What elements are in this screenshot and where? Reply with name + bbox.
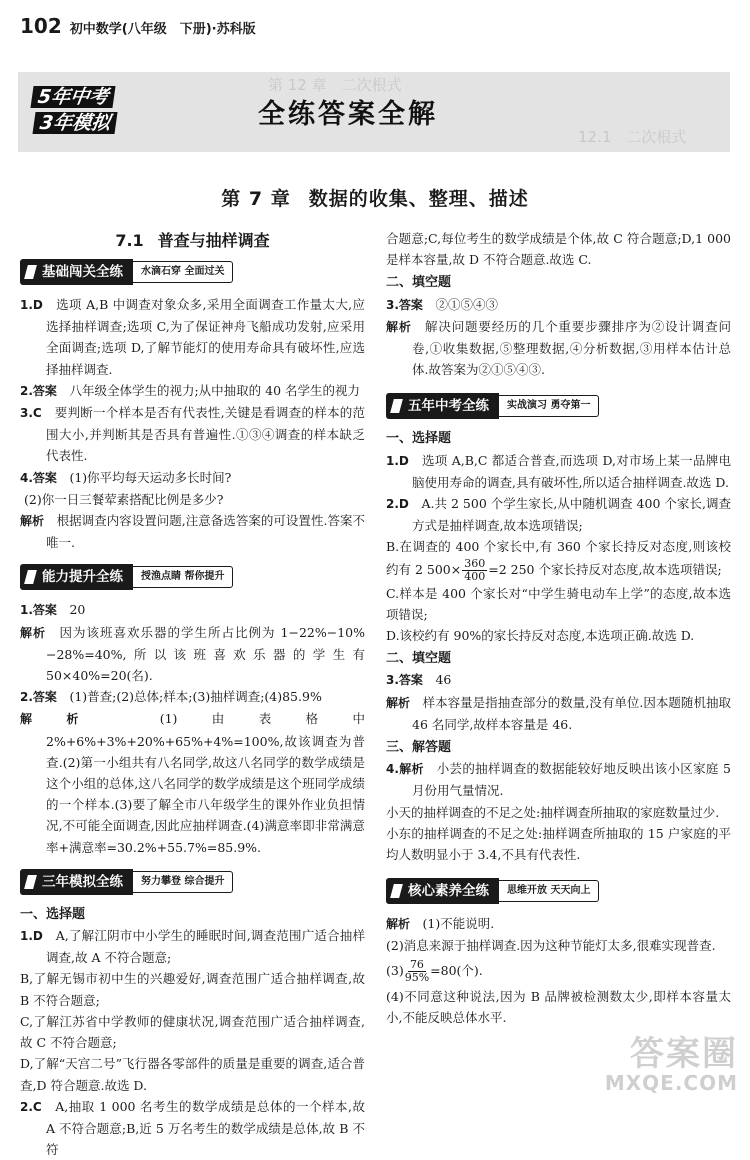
item-text: 选项 A,B 中调查对象众多,采用全面调查工作量太大,应选择抽样调查;选项 C,为了保证神舟飞船成功发射,应采用全面调查;选项 D,了解节能灯的使用寿命具有破坏性,应选择抽样调查. — [46, 297, 365, 377]
watermark-line2: MXQE.COM — [604, 1071, 738, 1095]
fraction — [462, 558, 487, 583]
part-name: 基础闯关全练 — [20, 259, 133, 285]
item-text: (1)普查;(2)总体;样本;(3)抽样调查;(4)85.9% — [69, 689, 322, 705]
analysis-text: (1)不能说明. — [422, 916, 495, 932]
item-number: 4.答案 — [20, 470, 57, 485]
part-slogan: 实战演习 勇夺第一 — [499, 395, 599, 417]
analysis-label: 解析 — [20, 712, 113, 727]
page-header — [20, 14, 256, 44]
text-run: (3) — [386, 962, 404, 978]
item-text: (2)消息来源于抽样调查.因为这种节能灯太多,很难实现普查. — [386, 938, 716, 954]
part-tag-mock — [20, 868, 365, 896]
answer-item — [20, 686, 365, 708]
fraction — [405, 959, 429, 984]
part-tag-core — [386, 877, 731, 905]
item-text: 小芸的抽样调查的数据能较好地反映出该小区家庭 5 月份用气量情况. — [412, 761, 731, 799]
right-column — [386, 228, 731, 1028]
group-heading: 二、填空题 — [386, 651, 452, 667]
analysis-label: 解析 — [386, 917, 411, 932]
item-text: B,了解无锡市初中生的兴趣爱好,调查范围广适合抽样调查,故 B 不符合题意; — [20, 971, 365, 1008]
item-number: 3.C — [20, 406, 42, 421]
part-name: 核心素养全练 — [386, 878, 499, 904]
item-text: 小东的抽样调查的不足之处:抽样调查所抽取的 15 户家庭的平均人数明显小于 3.4,不具有代表性. — [386, 825, 731, 863]
analysis-text: 样本容量是指抽查部分的数量,没有单位.因本题随机抽取 46 名同学,故样本容量是 46. — [412, 694, 731, 732]
analysis-label: 解析 — [386, 319, 412, 334]
part-slogan: 思维开放 天天向上 — [499, 880, 599, 902]
part-name: 能力提升全练 — [20, 564, 133, 590]
numerator: 360 — [464, 556, 486, 570]
answer-item — [386, 758, 731, 801]
book-title: 初中数学(八年级 下册)·苏科版 — [69, 22, 256, 37]
banner-title: 全练答案全解 — [258, 99, 438, 130]
item-text: D.该校约有 90%的家长持反对态度,本选项正确.故选 D. — [386, 628, 695, 644]
answer-item — [20, 599, 365, 621]
answer-item — [20, 294, 365, 380]
analysis-label: 解析 — [20, 625, 47, 640]
analysis-label: 解析 — [386, 695, 411, 710]
group-heading: 三、解答题 — [386, 740, 452, 756]
numerator: 76 — [409, 957, 424, 971]
text-run: =2 250 个家长持反对态度,故本选项错误; — [488, 561, 722, 577]
item-text: D,了解“天宫二号”飞行器各零部件的质量是重要的调查,适合普查,D 符合题意.故选 D. — [20, 1056, 365, 1093]
item-text: ②①⑤④③ — [435, 296, 498, 312]
analysis-item — [20, 510, 365, 553]
analysis-text: (1)由表格中 2%+6%+3%+20%+65%+4%=100%,故该调查为普查.(2)第一小组共有八名同学,故这八名同学的数学成绩是这个小组的总体,这八名同学的数学成绩是这个班同学成绩的一个样本.(3)要了解全市八年级学生的课外作业负担情况,不可能全面调查,因此应抽样调查.(4)满意率即非常满意率+满意率=30.2%+55.7%=85.9%. — [46, 711, 365, 855]
item-text: 小天的抽样调查的不足之处:抽样调查所抽取的家庭数量过少. — [386, 804, 720, 820]
item-text: 选项 A,B,C 都适合普查,而选项 D,对市场上某一品牌电脑使用寿命的调查,具有破坏性,所以适合抽样调查.故选 D. — [412, 452, 731, 490]
item-text: (4)不同意这种说法,因为 B 品牌被检测数太少,即样本容量太小,不能反映总体水平. — [386, 988, 731, 1025]
part-tag-basic — [20, 258, 365, 286]
item-number: 2.C — [20, 1099, 42, 1114]
answer-item — [386, 669, 731, 691]
chapter-label: 第 7 章 — [221, 188, 291, 210]
item-text: 八年级全体学生的视力;从中抽取的 40 名学生的视力 — [69, 382, 361, 398]
item-text: A.共 2 500 个学生家长,从中随机调查 400 个家长,调查方式是抽样调查,故本选项错误; — [412, 496, 731, 534]
item-text: 合题意;C,每位考生的数学成绩是个体,故 C 符合题意;D,1 000 是样本容量,故 D 不符合题意.故选 C. — [386, 231, 731, 268]
page-number: 102 — [20, 14, 62, 38]
item-number: 2.答案 — [20, 690, 57, 705]
part-tag-exam — [386, 392, 731, 420]
answer-item — [20, 467, 365, 489]
left-column — [20, 228, 365, 1160]
item-number: 1.答案 — [20, 603, 57, 618]
answer-item — [386, 450, 731, 493]
item-number: 3.答案 — [386, 297, 423, 312]
item-text: C,了解江苏省中学教师的健康状况,调查范围广适合抽样调查,故 C 不符合题意; — [20, 1013, 365, 1051]
answer-item — [20, 402, 365, 467]
item-number: 2.答案 — [20, 383, 57, 398]
item-text: 要判断一个样本是否有代表性,关键是看调查的样本的范围大小,并判断其是否具有普遍性.①③④调查的样本缺乏代表性. — [46, 405, 365, 464]
logo-line1: 5年中考 — [30, 86, 115, 108]
group-heading: 二、填空题 — [386, 275, 452, 291]
text-run: =80(个). — [430, 962, 483, 978]
answer-item — [20, 380, 365, 402]
denominator: 400 — [464, 569, 486, 583]
item-text: A,抽取 1 000 名考生的数学成绩是总体的一个样本,故 A 不符合题意;B,近 5 万名考生的数学成绩是总体,故 B 不符 — [46, 1098, 365, 1158]
part-name: 五年中考全练 — [386, 393, 499, 419]
item-text: 46 — [435, 672, 452, 688]
analysis-text: 根据调查内容设置问题,注意备选答案的可设置性.答案不唯一. — [46, 513, 365, 551]
analysis-item — [386, 913, 731, 935]
answer-item — [20, 925, 365, 968]
item-text — [386, 959, 731, 984]
watermark — [605, 1036, 738, 1094]
analysis-text: 因为该班喜欢乐器的学生所占比例为 1−22%−10%−28%=40%,所以该班喜欢乐器的学生有 50×40%=20(名). — [46, 624, 365, 684]
item-text: 20 — [69, 602, 86, 618]
section-number: 7.1 — [115, 231, 144, 250]
answer-item — [20, 1096, 365, 1160]
part-slogan: 授渔点睛 帮你提升 — [133, 566, 233, 588]
analysis-text: 解决问题要经历的几个重要步骤排序为②设计调查问卷,①收集数据,⑤整理数据,④分析数据,③用样本估计总体.故答案为②①⑤④③. — [412, 318, 731, 378]
answer-banner — [18, 72, 730, 152]
analysis-item — [20, 708, 365, 857]
banner-ghost-top: 第 12 章 二次根式 — [268, 76, 402, 94]
part-slogan: 水滴石穿 全面过关 — [133, 261, 233, 283]
item-number: 2.D — [386, 497, 409, 512]
item-text: A,了解江阴市中小学生的睡眠时间,调查范围广适合抽样调查,故 A 不符合题意; — [46, 928, 365, 966]
denominator: 95% — [404, 970, 430, 984]
item-text: (1)你平均每天运动多长时间? — [69, 469, 232, 485]
section-heading — [20, 228, 365, 256]
item-number: 4.解析 — [386, 762, 424, 777]
item-number: 1.D — [20, 298, 43, 312]
analysis-label: 解析 — [20, 514, 45, 529]
logo-line2: 3年模拟 — [32, 112, 117, 134]
section-title: 普查与抽样调查 — [157, 231, 270, 250]
item-text — [386, 536, 731, 582]
part-name: 三年模拟全练 — [20, 869, 133, 895]
answer-item — [386, 294, 731, 316]
item-text: C.样本是 400 个家长对“中学生骑电动车上学”的态度,故本选项错误; — [386, 585, 731, 622]
item-number: 1.D — [20, 929, 43, 944]
analysis-item — [386, 692, 731, 735]
item-number: 1.D — [386, 453, 409, 468]
analysis-item — [20, 622, 365, 687]
part-tag-ability — [20, 563, 365, 591]
text-run: B.在调查的 400 个家长中,有 360 个家长持反对态度,则该校约有 2 500× — [386, 539, 731, 577]
group-heading: 一、选择题 — [386, 431, 452, 447]
brand-logo — [32, 78, 120, 144]
chapter-title: 数据的收集、整理、描述 — [308, 188, 529, 210]
answer-item — [386, 493, 731, 536]
analysis-item — [386, 316, 731, 381]
group-heading: 一、选择题 — [20, 906, 86, 922]
banner-ghost-bottom: 12.1 二次根式 — [578, 128, 687, 146]
watermark-line1: 答案圈 — [630, 1034, 738, 1074]
chapter-heading — [0, 184, 750, 211]
part-slogan: 努力攀登 综合提升 — [133, 871, 233, 893]
item-number: 3.答案 — [386, 673, 423, 688]
item-text: (2)你一日三餐荤素搭配比例是多少? — [24, 491, 224, 507]
